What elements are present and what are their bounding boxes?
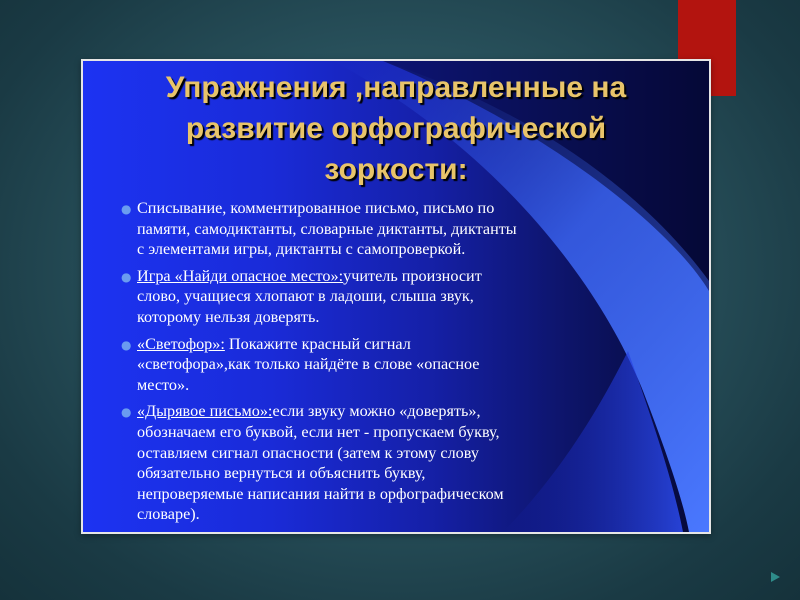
title-line: зоркости: [324,153,468,186]
bullet-line: памяти, самодиктанты, словарные диктанты, диктанты [137,219,517,238]
bullet-highlight: «Светофор»: [137,334,225,353]
bullet-icon: ● [121,405,132,420]
bullet-highlight: Игра «Найди опасное место»: [137,266,344,285]
bullet-text: если звуку можно «доверять», [272,402,481,421]
bullet-line [137,334,657,355]
bullet-line: место». [137,375,190,394]
bullet-list [121,198,657,531]
bullet-icon: ● [121,202,132,216]
bullet-line: непроверяемые написания найти в орфографическом [137,484,504,503]
bullet-item [121,198,657,260]
bullet-text: Покажите красный сигнал [224,334,411,353]
bullet-item [121,334,657,396]
bullet-line [137,401,657,422]
bullet-line [137,266,657,287]
bullet-line: «светофора»,как только найдёте в слове «опасное [137,355,480,374]
bullet-line: обозначаем его буквой, если нет - пропускаем букву, [137,422,500,441]
bullet-line: обязательно вернуться и объяснить букву, [137,464,426,483]
bullet-line: которому нельзя доверять. [137,307,320,326]
bullet-line: с элементами игры, диктанты с самопроверкой. [137,240,466,259]
slide-panel [81,59,711,534]
title-line: Упражнения ,направленные на [165,71,627,104]
slide-title [83,67,709,190]
bullet-line: Списывание, комментированное письмо, письмо по [137,199,495,217]
bullet-icon: ● [121,337,132,352]
bullet-line: оставляем сигнал опасности (затем к этому слову [137,443,479,462]
bullet-line: словаре). [137,505,200,524]
bullet-item [121,401,657,525]
bullet-text: учитель произносит [343,266,482,285]
bullet-line: слово, учащиеся хлопают в ладоши, слыша звук, [137,287,474,306]
bullet-highlight: «Дырявое письмо»: [137,402,273,421]
bullet-item [121,266,657,328]
arrow-icon[interactable] [771,572,780,582]
title-line: развитие орфографической [185,112,607,145]
bullet-icon: ● [121,269,132,284]
